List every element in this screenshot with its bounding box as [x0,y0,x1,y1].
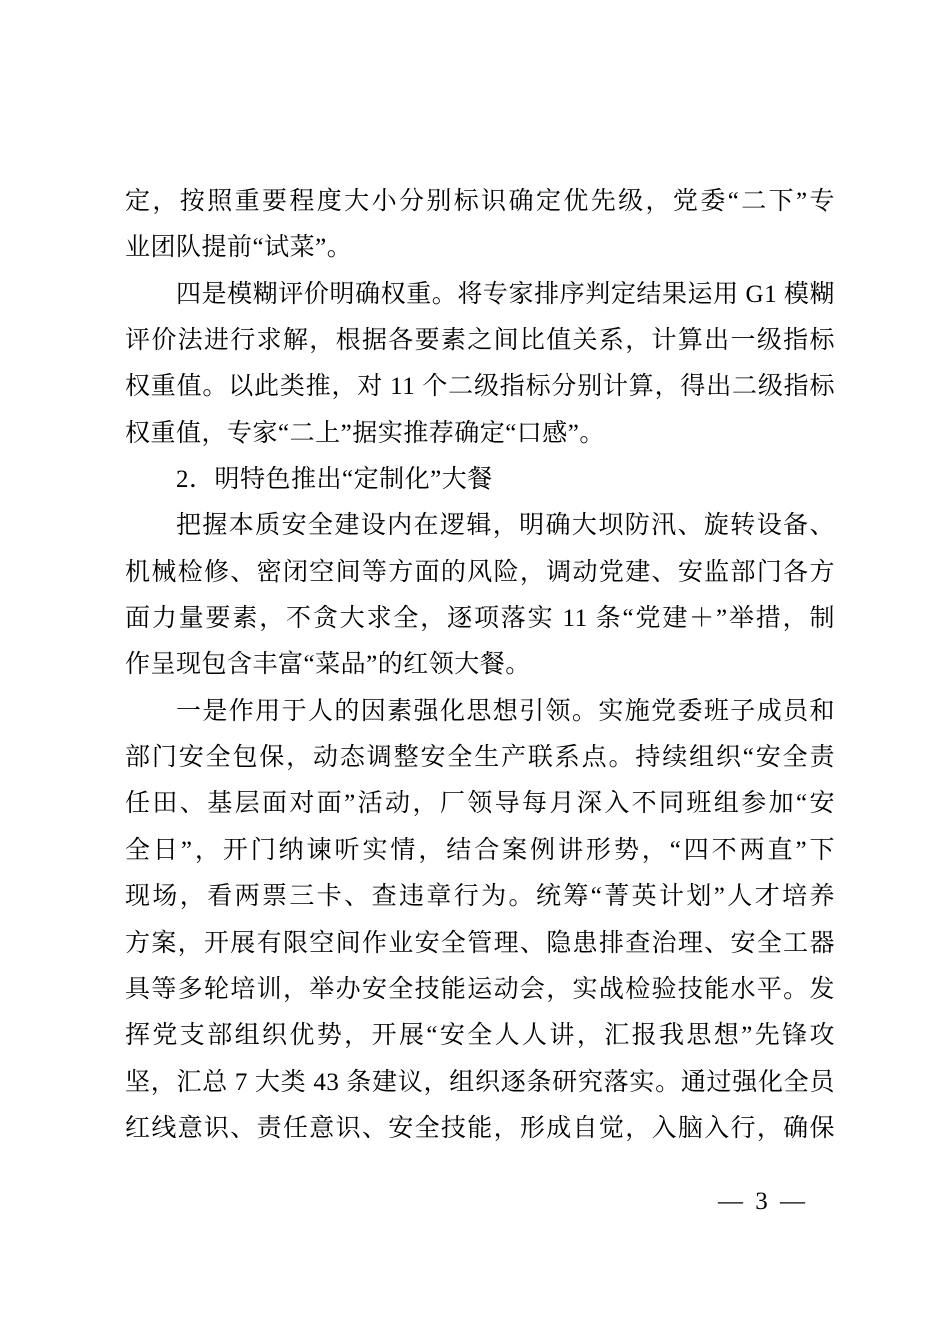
text-line: 面力量要素，不贪大求全，逐项落实 11 条“党建＋”举措，制 [125,605,835,633]
text-line: 坚，汇总 7 大类 43 条建议，组织逐条研究落实。通过强化全员 [125,1068,835,1096]
document-body [125,179,835,1152]
text-line: 评价法进行求解，根据各要素之间比值关系，计算出一级指标 [125,327,835,355]
text-line: 权重值，专家“二上”据实推荐确定“口感”。 [125,419,605,447]
text-line: 权重值。以此类推，对 11 个二级指标分别计算，得出二级指标 [125,373,835,401]
text-line: 一是作用于人的因素强化思想引领。实施党委班子成员和 [176,697,835,725]
text-line: 业团队提前“试菜”。 [125,234,353,262]
text-line: 把握本质安全建设内在逻辑，明确大坝防汛、旋转设备、 [176,512,835,540]
text-line: 方案，开展有限空间作业安全管理、隐患排查治理、安全工器 [125,929,835,957]
text-line: 部门安全包保，动态调整安全生产联系点。持续组织“安全责 [125,744,835,772]
text-line: 作呈现包含丰富“菜品”的红领大餐。 [125,651,531,679]
text-line: 红线意识、责任意识、安全技能，形成自觉，入脑入行，确保 [125,1114,835,1142]
section-heading: 2．明特色推出“定制化”大餐 [176,466,493,494]
text-line: 机械检修、密闭空间等方面的风险，调动党建、安监部门各方 [125,558,835,586]
text-line: 任田、基层面对面”活动，厂领导每月深入不同班组参加“安 [125,790,835,818]
text-line: 现场，看两票三卡、查违章行为。统筹“菁英计划”人才培养 [125,883,835,911]
text-line: 挥党支部组织优势，开展“安全人人讲，汇报我思想”先锋攻 [125,1022,835,1050]
page-number: — 3 — [718,1188,808,1215]
text-line: 定，按照重要程度大小分别标识确定优先级，党委“二下”专 [125,188,835,215]
text-line: 四是模糊评价明确权重。将专家排序判定结果运用 G1 模糊 [176,280,835,308]
text-line: 全日”，开门纳谏听实情，结合案例讲形势，“四不两直”下 [125,836,835,864]
text-line: 具等多轮培训，举办安全技能运动会，实战检验技能水平。发 [125,975,835,1003]
